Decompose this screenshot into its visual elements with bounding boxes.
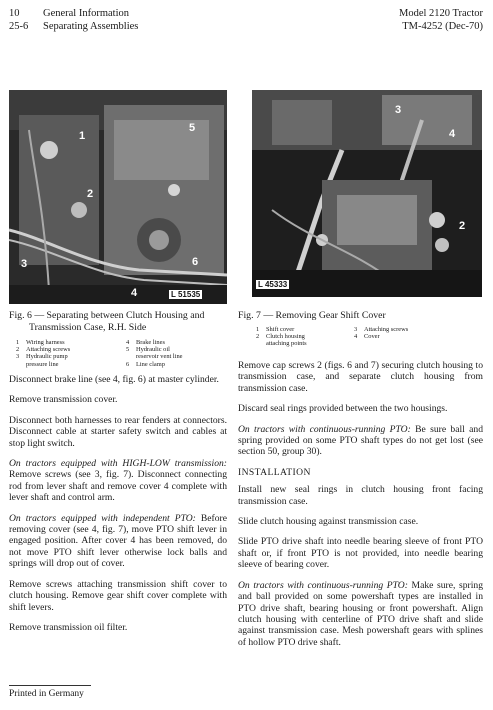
right-p4: Install new seal rings in clutch housing front facing transmission case.	[238, 484, 483, 507]
left-column	[9, 374, 227, 642]
group-title: Separating Assemblies	[43, 21, 139, 32]
fig6-caption	[9, 310, 239, 333]
page-number: 10	[9, 8, 20, 19]
footer-rule	[9, 685, 91, 686]
fig7-callout-3: 3	[395, 104, 402, 116]
manual-code: TM-4252 (Dec-70)	[402, 21, 483, 32]
fig7-legend-item: 2 Clutch housing	[256, 333, 305, 341]
fig7-caption: Fig. 7 — Removing Gear Shift Cover	[238, 310, 386, 321]
fig6-legend-item: 2 Attaching screws	[16, 346, 71, 354]
header-left	[9, 7, 138, 33]
left-p1: Disconnect brake line (see 4, fig. 6) at master cylinder.	[9, 374, 219, 385]
fig7-illustration	[252, 90, 482, 297]
group-number: 25-6	[9, 21, 29, 32]
fig7-callout-2: 2	[459, 220, 466, 232]
fig6-legend-item-cont: pressure line	[26, 360, 59, 368]
fig6-legend-item: 1 Wiring harness	[16, 339, 65, 346]
fig7-legend	[256, 326, 481, 350]
footer-text: Printed in Germany	[9, 689, 84, 699]
fig7-legend-item: 1 Shift cover	[256, 326, 295, 333]
left-p2: Remove transmission cover.	[9, 394, 118, 406]
left-p7: Remove transmission oil filter.	[9, 621, 128, 633]
fig7-code: L 45333	[258, 280, 288, 289]
right-p1: Remove cap screws 2 (figs. 6 and 7) securing clutch housing to transmission case, and separate clutch housing from transmission case.	[238, 360, 483, 394]
right-p6: Slide PTO drive shaft into needle bearing sleeve of front PTO shaft or, if front PTO is not provided, into needle bearing sleeve of bearing cover.	[238, 536, 483, 571]
fig6-caption-line1: Fig. 6 — Separating between Clutch Housing and	[9, 310, 205, 321]
fig6-callout-4: 4	[131, 287, 138, 299]
right-p7: On tractors with continuous-running PTO: Make sure, spring and ball provided on some powershaft types are installed in PTO drive shaft, bearing housing or front powershaft. Align clutch housing with centerline of PTO drive shaft and slide against transmission case. Mesh powershaft gears with splines of hollow PTO drive shaft.	[238, 579, 483, 648]
fig6-legend	[16, 339, 231, 371]
fig6-callout-1: 1	[79, 130, 86, 142]
installation-heading: INSTALLATION	[238, 466, 311, 478]
fig6-legend-item: 3 Hydraulic pump	[16, 353, 68, 361]
section-title: General Information	[43, 8, 130, 19]
left-p4: On tractors equipped with HIGH-LOW transmission: Remove screws (see 3, fig. 7). Disconnect connecting rod from lever shaft and remove cover 4 complete with lever shaft and control arm.	[9, 458, 227, 504]
left-p5: On tractors equipped with independent PTO: Before removing cover (see 4, fig. 7), move PTO shift lever in engaged position. After cover 4 has been removed, do not move PTO shift lever otherwise lock balls and springs will drop out of cover.	[9, 512, 227, 570]
fig7-callout-4: 4	[449, 128, 456, 140]
fig6-caption-line2: Transmission Case, R.H. Side	[29, 321, 147, 333]
header-right	[345, 7, 483, 33]
fig6-callout-3: 3	[21, 258, 28, 270]
fig7-photo	[252, 90, 482, 297]
left-p3: Disconnect both harnesses to rear fenders at connectors. Disconnect cable at starter safety switch and cables at stop light switch.	[9, 414, 227, 449]
fig6-callout-6: 6	[192, 256, 199, 268]
fig6-legend-item: 5 Hydraulic oil	[126, 346, 170, 354]
right-column	[238, 360, 483, 657]
right-p3: On tractors with continuous-running PTO: Be sure ball and spring provided on some PTO shaft types do not get lost (see section 50, group 30).	[238, 423, 483, 458]
fig6-legend-item: 4 Brake lines	[126, 339, 165, 346]
fig7-legend-item: 3 Attaching screws	[354, 326, 409, 333]
left-p6: Remove screws attaching transmission shift cover to clutch housing. Remove gear shift cover complete with shift levers.	[9, 578, 227, 613]
fig6-code: L 51535	[171, 290, 201, 299]
fig6-legend-item: 6 Line clamp	[126, 360, 165, 368]
right-p5: Slide clutch housing against transmission case.	[238, 516, 419, 528]
right-p2: Discard seal rings provided between the two housings.	[238, 403, 448, 415]
fig6-legend-item-cont: reservoir vent line	[136, 353, 183, 361]
fig6-callout-5: 5	[189, 122, 196, 134]
fig7-legend-item-cont: attaching points	[266, 340, 307, 348]
fig6-photo	[9, 90, 227, 304]
fig6-callout-2: 2	[87, 188, 94, 200]
fig7-legend-item: 4 Cover	[354, 333, 380, 341]
model-name: Model 2120 Tractor	[399, 8, 483, 19]
